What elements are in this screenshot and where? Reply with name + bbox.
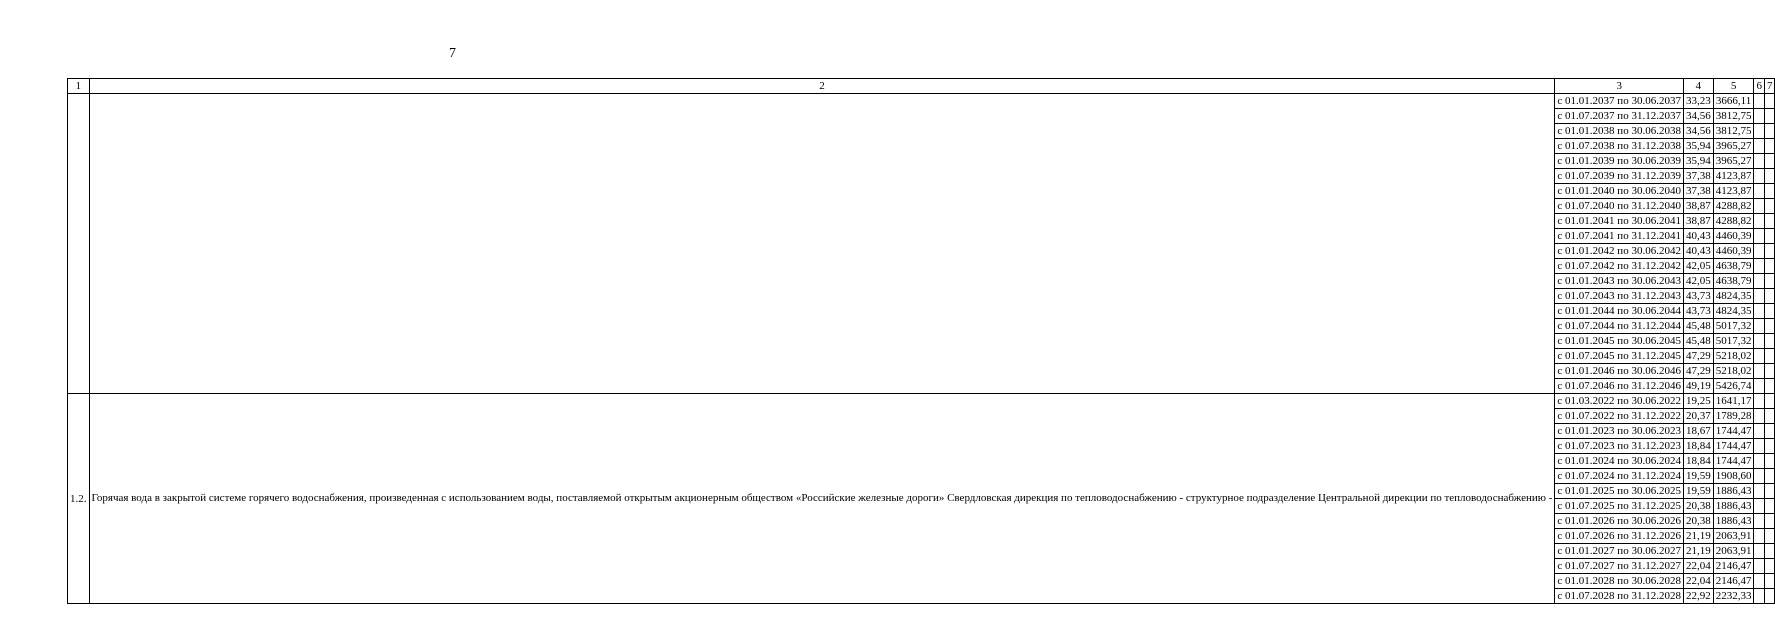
value-col5-cell: 4460,39 bbox=[1713, 229, 1754, 244]
value-col5-cell: 4288,82 bbox=[1713, 199, 1754, 214]
empty-col7-cell bbox=[1764, 244, 1775, 259]
period-cell: с 01.01.2044 по 30.06.2044 bbox=[1555, 304, 1684, 319]
value-col4-cell: 35,94 bbox=[1683, 154, 1713, 169]
value-col5-cell: 3812,75 bbox=[1713, 124, 1754, 139]
value-col4-cell: 45,48 bbox=[1683, 334, 1713, 349]
empty-col6-cell bbox=[1754, 469, 1765, 484]
value-col5-cell: 3965,27 bbox=[1713, 139, 1754, 154]
empty-col7-cell bbox=[1764, 274, 1775, 289]
empty-col7-cell bbox=[1764, 574, 1775, 589]
empty-col7-cell bbox=[1764, 304, 1775, 319]
empty-col6-cell bbox=[1754, 274, 1765, 289]
value-col5-cell: 5218,02 bbox=[1713, 349, 1754, 364]
period-cell: с 01.07.2025 по 31.12.2025 bbox=[1555, 499, 1684, 514]
empty-col7-cell bbox=[1764, 109, 1775, 124]
empty-col6-cell bbox=[1754, 454, 1765, 469]
empty-col7-cell bbox=[1764, 454, 1775, 469]
period-cell: с 01.07.2045 по 31.12.2045 bbox=[1555, 349, 1684, 364]
period-cell: с 01.01.2043 по 30.06.2043 bbox=[1555, 274, 1684, 289]
empty-col7-cell bbox=[1764, 289, 1775, 304]
period-cell: с 01.07.2023 по 31.12.2023 bbox=[1555, 439, 1684, 454]
table-row bbox=[68, 94, 1775, 109]
period-cell: с 01.01.2025 по 30.06.2025 bbox=[1555, 484, 1684, 499]
value-col5-cell: 2232,33 bbox=[1713, 589, 1754, 604]
value-col4-cell: 40,43 bbox=[1683, 229, 1713, 244]
empty-col7-cell bbox=[1764, 559, 1775, 574]
period-cell: с 01.07.2037 по 31.12.2037 bbox=[1555, 109, 1684, 124]
value-col5-cell: 4123,87 bbox=[1713, 169, 1754, 184]
empty-col7-cell bbox=[1764, 214, 1775, 229]
item-name-cell bbox=[89, 94, 1555, 394]
period-cell: с 01.07.2027 по 31.12.2027 bbox=[1555, 559, 1684, 574]
empty-col7-cell bbox=[1764, 469, 1775, 484]
value-col5-cell: 5218,02 bbox=[1713, 364, 1754, 379]
empty-col6-cell bbox=[1754, 439, 1765, 454]
empty-col6-cell bbox=[1754, 484, 1765, 499]
value-col4-cell: 38,87 bbox=[1683, 214, 1713, 229]
empty-col7-cell bbox=[1764, 184, 1775, 199]
period-cell: с 01.01.2042 по 30.06.2042 bbox=[1555, 244, 1684, 259]
empty-col7-cell bbox=[1764, 439, 1775, 454]
value-col5-cell: 3812,75 bbox=[1713, 109, 1754, 124]
value-col5-cell: 1908,60 bbox=[1713, 469, 1754, 484]
empty-col6-cell bbox=[1754, 124, 1765, 139]
value-col4-cell: 21,19 bbox=[1683, 544, 1713, 559]
table-row bbox=[68, 394, 1775, 409]
value-col4-cell: 20,38 bbox=[1683, 514, 1713, 529]
value-col4-cell: 38,87 bbox=[1683, 199, 1713, 214]
header-cell-7: 7 bbox=[1764, 79, 1775, 94]
empty-col6-cell bbox=[1754, 514, 1765, 529]
empty-col6-cell bbox=[1754, 169, 1765, 184]
empty-col6-cell bbox=[1754, 349, 1765, 364]
header-cell-2: 2 bbox=[89, 79, 1555, 94]
empty-col6-cell bbox=[1754, 94, 1765, 109]
empty-col6-cell bbox=[1754, 289, 1765, 304]
period-cell: с 01.07.2040 по 31.12.2040 bbox=[1555, 199, 1684, 214]
value-col5-cell: 1744,47 bbox=[1713, 424, 1754, 439]
empty-col6-cell bbox=[1754, 424, 1765, 439]
empty-col7-cell bbox=[1764, 379, 1775, 394]
value-col5-cell: 5017,32 bbox=[1713, 334, 1754, 349]
value-col5-cell: 4123,87 bbox=[1713, 184, 1754, 199]
value-col5-cell: 4288,82 bbox=[1713, 214, 1754, 229]
period-cell: с 01.01.2038 по 30.06.2038 bbox=[1555, 124, 1684, 139]
period-cell: с 01.01.2045 по 30.06.2045 bbox=[1555, 334, 1684, 349]
empty-col7-cell bbox=[1764, 409, 1775, 424]
empty-col6-cell bbox=[1754, 559, 1765, 574]
value-col4-cell: 42,05 bbox=[1683, 274, 1713, 289]
value-col5-cell: 3666,11 bbox=[1713, 94, 1754, 109]
empty-col6-cell bbox=[1754, 364, 1765, 379]
value-col5-cell: 4824,35 bbox=[1713, 304, 1754, 319]
empty-col6-cell bbox=[1754, 304, 1765, 319]
value-col4-cell: 20,37 bbox=[1683, 409, 1713, 424]
value-col4-cell: 18,84 bbox=[1683, 454, 1713, 469]
value-col4-cell: 47,29 bbox=[1683, 349, 1713, 364]
value-col5-cell: 1886,43 bbox=[1713, 484, 1754, 499]
value-col5-cell: 1744,47 bbox=[1713, 439, 1754, 454]
value-col5-cell: 1641,17 bbox=[1713, 394, 1754, 409]
header-cell-3: 3 bbox=[1555, 79, 1684, 94]
value-col4-cell: 35,94 bbox=[1683, 139, 1713, 154]
value-col4-cell: 21,19 bbox=[1683, 529, 1713, 544]
period-cell: с 01.01.2040 по 30.06.2040 bbox=[1555, 184, 1684, 199]
empty-col6-cell bbox=[1754, 544, 1765, 559]
empty-col6-cell bbox=[1754, 154, 1765, 169]
period-cell: с 01.01.2037 по 30.06.2037 bbox=[1555, 94, 1684, 109]
empty-col6-cell bbox=[1754, 229, 1765, 244]
empty-col6-cell bbox=[1754, 109, 1765, 124]
empty-col7-cell bbox=[1764, 94, 1775, 109]
empty-col6-cell bbox=[1754, 529, 1765, 544]
empty-col7-cell bbox=[1764, 424, 1775, 439]
period-cell: с 01.07.2038 по 31.12.2038 bbox=[1555, 139, 1684, 154]
value-col4-cell: 47,29 bbox=[1683, 364, 1713, 379]
value-col4-cell: 20,38 bbox=[1683, 499, 1713, 514]
value-col4-cell: 45,48 bbox=[1683, 319, 1713, 334]
value-col4-cell: 33,23 bbox=[1683, 94, 1713, 109]
period-cell: с 01.07.2044 по 31.12.2044 bbox=[1555, 319, 1684, 334]
value-col5-cell: 5426,74 bbox=[1713, 379, 1754, 394]
value-col4-cell: 34,56 bbox=[1683, 124, 1713, 139]
empty-col7-cell bbox=[1764, 169, 1775, 184]
empty-col6-cell bbox=[1754, 214, 1765, 229]
item-number-cell bbox=[68, 94, 90, 394]
value-col5-cell: 4460,39 bbox=[1713, 244, 1754, 259]
empty-col6-cell bbox=[1754, 199, 1765, 214]
period-cell: с 01.07.2024 по 31.12.2024 bbox=[1555, 469, 1684, 484]
item-name-cell: Горячая вода в закрытой системе горячего водоснабжения, произведенная с использованием воды, поставляемой открытым акционерным обществом «Российские железные дороги» Свердловская дирекция по тепловодоснабжению - структурное подразделение Центральной дирекции по тепловодоснабжению - bbox=[89, 394, 1555, 604]
period-cell: с 01.01.2041 по 30.06.2041 bbox=[1555, 214, 1684, 229]
value-col4-cell: 34,56 bbox=[1683, 109, 1713, 124]
empty-col6-cell bbox=[1754, 319, 1765, 334]
value-col5-cell: 2146,47 bbox=[1713, 559, 1754, 574]
value-col4-cell: 49,19 bbox=[1683, 379, 1713, 394]
header-cell-5: 5 bbox=[1713, 79, 1754, 94]
value-col5-cell: 1789,28 bbox=[1713, 409, 1754, 424]
header-row bbox=[68, 79, 1775, 94]
period-cell: с 01.03.2022 по 30.06.2022 bbox=[1555, 394, 1684, 409]
value-col4-cell: 42,05 bbox=[1683, 259, 1713, 274]
tariff-table bbox=[67, 78, 1775, 604]
value-col5-cell: 2063,91 bbox=[1713, 544, 1754, 559]
value-col4-cell: 18,84 bbox=[1683, 439, 1713, 454]
value-col5-cell: 4638,79 bbox=[1713, 274, 1754, 289]
empty-col6-cell bbox=[1754, 394, 1765, 409]
value-col5-cell: 2146,47 bbox=[1713, 574, 1754, 589]
period-cell: с 01.07.2042 по 31.12.2042 bbox=[1555, 259, 1684, 274]
period-cell: с 01.07.2026 по 31.12.2026 bbox=[1555, 529, 1684, 544]
period-cell: с 01.07.2022 по 31.12.2022 bbox=[1555, 409, 1684, 424]
empty-col7-cell bbox=[1764, 499, 1775, 514]
empty-col6-cell bbox=[1754, 589, 1765, 604]
empty-col6-cell bbox=[1754, 139, 1765, 154]
period-cell: с 01.01.2046 по 30.06.2046 bbox=[1555, 364, 1684, 379]
empty-col6-cell bbox=[1754, 334, 1765, 349]
value-col4-cell: 22,92 bbox=[1683, 589, 1713, 604]
value-col4-cell: 37,38 bbox=[1683, 169, 1713, 184]
value-col4-cell: 19,59 bbox=[1683, 484, 1713, 499]
header-cell-6: 6 bbox=[1754, 79, 1765, 94]
empty-col6-cell bbox=[1754, 244, 1765, 259]
value-col4-cell: 37,38 bbox=[1683, 184, 1713, 199]
empty-col7-cell bbox=[1764, 319, 1775, 334]
period-cell: с 01.01.2026 по 30.06.2026 bbox=[1555, 514, 1684, 529]
period-cell: с 01.07.2041 по 31.12.2041 bbox=[1555, 229, 1684, 244]
value-col5-cell: 2063,91 bbox=[1713, 529, 1754, 544]
empty-col7-cell bbox=[1764, 349, 1775, 364]
empty-col7-cell bbox=[1764, 139, 1775, 154]
value-col5-cell: 1886,43 bbox=[1713, 499, 1754, 514]
empty-col7-cell bbox=[1764, 529, 1775, 544]
value-col4-cell: 19,59 bbox=[1683, 469, 1713, 484]
value-col4-cell: 40,43 bbox=[1683, 244, 1713, 259]
value-col5-cell: 5017,32 bbox=[1713, 319, 1754, 334]
empty-col7-cell bbox=[1764, 229, 1775, 244]
empty-col6-cell bbox=[1754, 379, 1765, 394]
value-col4-cell: 18,67 bbox=[1683, 424, 1713, 439]
item-number-cell: 1.2. bbox=[68, 394, 90, 604]
empty-col7-cell bbox=[1764, 259, 1775, 274]
empty-col7-cell bbox=[1764, 334, 1775, 349]
value-col4-cell: 22,04 bbox=[1683, 574, 1713, 589]
empty-col7-cell bbox=[1764, 544, 1775, 559]
empty-col7-cell bbox=[1764, 154, 1775, 169]
empty-col6-cell bbox=[1754, 409, 1765, 424]
value-col5-cell: 1744,47 bbox=[1713, 454, 1754, 469]
period-cell: с 01.07.2028 по 31.12.2028 bbox=[1555, 589, 1684, 604]
period-cell: с 01.01.2039 по 30.06.2039 bbox=[1555, 154, 1684, 169]
period-cell: с 01.01.2024 по 30.06.2024 bbox=[1555, 454, 1684, 469]
empty-col6-cell bbox=[1754, 574, 1765, 589]
empty-col6-cell bbox=[1754, 499, 1765, 514]
value-col5-cell: 4824,35 bbox=[1713, 289, 1754, 304]
page-number: 7 bbox=[449, 46, 456, 61]
period-cell: с 01.07.2046 по 31.12.2046 bbox=[1555, 379, 1684, 394]
empty-col7-cell bbox=[1764, 589, 1775, 604]
value-col4-cell: 22,04 bbox=[1683, 559, 1713, 574]
value-col4-cell: 43,73 bbox=[1683, 289, 1713, 304]
period-cell: с 01.01.2023 по 30.06.2023 bbox=[1555, 424, 1684, 439]
header-cell-1: 1 bbox=[68, 79, 90, 94]
empty-col7-cell bbox=[1764, 199, 1775, 214]
empty-col7-cell bbox=[1764, 364, 1775, 379]
empty-col7-cell bbox=[1764, 124, 1775, 139]
period-cell: с 01.07.2039 по 31.12.2039 bbox=[1555, 169, 1684, 184]
value-col5-cell: 4638,79 bbox=[1713, 259, 1754, 274]
period-cell: с 01.01.2027 по 30.06.2027 bbox=[1555, 544, 1684, 559]
value-col5-cell: 1886,43 bbox=[1713, 514, 1754, 529]
value-col4-cell: 43,73 bbox=[1683, 304, 1713, 319]
empty-col6-cell bbox=[1754, 184, 1765, 199]
empty-col7-cell bbox=[1764, 394, 1775, 409]
period-cell: с 01.01.2028 по 30.06.2028 bbox=[1555, 574, 1684, 589]
empty-col7-cell bbox=[1764, 514, 1775, 529]
header-cell-4: 4 bbox=[1683, 79, 1713, 94]
period-cell: с 01.07.2043 по 31.12.2043 bbox=[1555, 289, 1684, 304]
value-col5-cell: 3965,27 bbox=[1713, 154, 1754, 169]
empty-col7-cell bbox=[1764, 484, 1775, 499]
value-col4-cell: 19,25 bbox=[1683, 394, 1713, 409]
empty-col6-cell bbox=[1754, 259, 1765, 274]
